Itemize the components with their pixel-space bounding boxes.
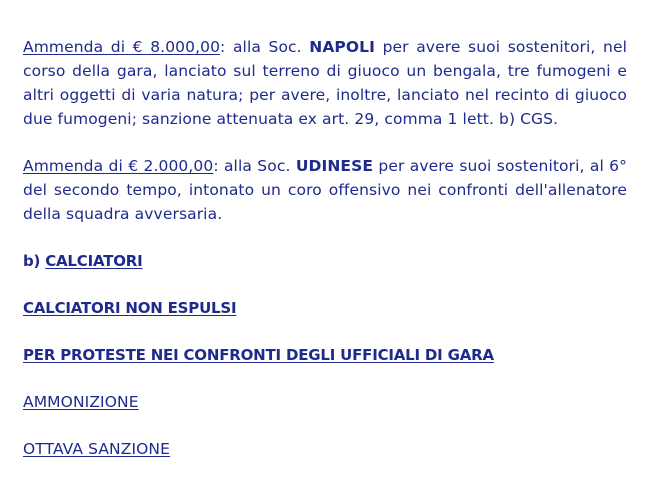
category-heading bbox=[23, 343, 627, 367]
fine-intro: : alla Soc. bbox=[213, 157, 296, 175]
fine-paragraph-napoli bbox=[23, 35, 627, 131]
sanction-type: AMMONIZIONE bbox=[23, 393, 139, 411]
sanction-level-heading bbox=[23, 437, 627, 461]
section-prefix: b) bbox=[23, 252, 46, 270]
document-body bbox=[23, 35, 627, 484]
club-name: NAPOLI bbox=[309, 38, 376, 56]
fine-amount: Ammenda di € 8.000,00 bbox=[23, 38, 221, 56]
sanction-level: OTTAVA SANZIONE bbox=[23, 440, 171, 458]
section-heading-calciatori bbox=[23, 249, 627, 273]
fine-reason: per avere suoi sostenitori, al 6° del secondo tempo, intonato un coro offensivo nei confronti dell'allenatore della squadra avversaria. bbox=[23, 157, 627, 223]
sanction-type-heading bbox=[23, 390, 627, 414]
fine-reason: per avere suoi sostenitori, nel corso della gara, lanciato sul terreno di giuoco un bengala, tre fumogeni e altri oggetti di varia natura; per avere, inoltre, lanciato nel recinto di giuoco due fumogeni; sanzione attenuata ex art. 29, comma 1 lett. b) CGS. bbox=[23, 38, 627, 128]
fine-amount: Ammenda di € 2.000,00 bbox=[23, 157, 214, 175]
club-name: UDINESE bbox=[295, 157, 374, 175]
section-title: CALCIATORI bbox=[45, 252, 143, 270]
subsection-heading bbox=[23, 296, 627, 320]
category-title: PER PROTESTE NEI CONFRONTI DEGLI UFFICIALI DI GARA bbox=[23, 346, 494, 364]
fine-intro: : alla Soc. bbox=[220, 38, 310, 56]
fine-paragraph-udinese bbox=[23, 154, 627, 226]
subsection-title: CALCIATORI NON ESPULSI bbox=[23, 299, 237, 317]
